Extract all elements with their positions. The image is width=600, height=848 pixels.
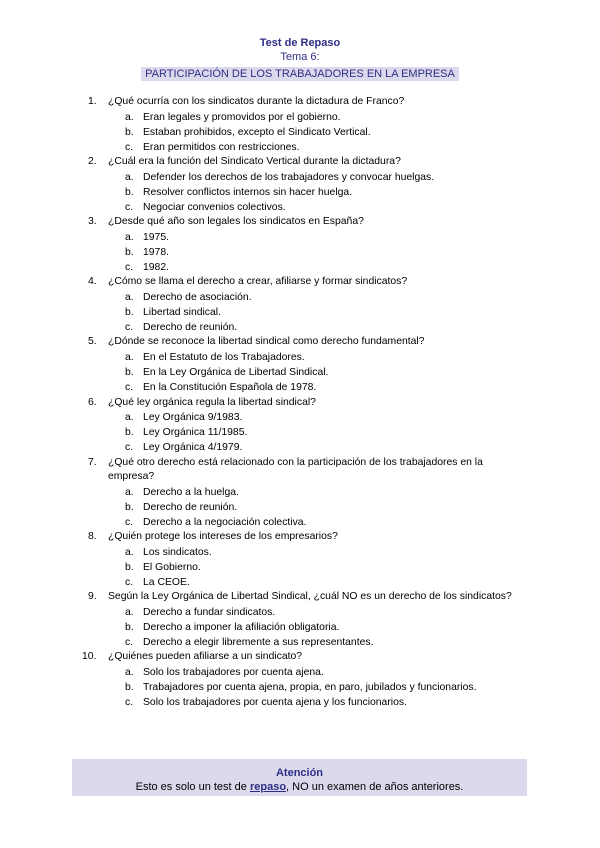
option-text: 1975. [143, 231, 170, 243]
option-letter: a. [125, 606, 134, 618]
attention-text [72, 780, 527, 794]
question-item [88, 456, 528, 531]
question-text: ¿Qué ley orgánica regula la libertad sindical? [108, 396, 316, 408]
option-letter: b. [125, 682, 134, 694]
option-text: Derecho de reunión. [143, 322, 238, 334]
question-item [82, 650, 528, 710]
answer-options [108, 665, 528, 711]
answer-option [108, 410, 528, 425]
answer-option [108, 485, 528, 500]
answer-option [108, 245, 528, 260]
option-letter: c. [125, 141, 134, 153]
answer-options [108, 545, 528, 591]
question-text: ¿Desde qué año son legales los sindicatos en España? [108, 216, 364, 228]
answer-option [108, 290, 528, 305]
option-text: Trabajadores por cuenta ajena, propia, en paro, jubilados y funcionarios. [143, 682, 477, 694]
attention-title: Atención [275, 767, 324, 779]
document-title: Test de Repaso [259, 37, 341, 49]
document-subtitle: Tema 6: [280, 51, 320, 63]
answer-options [108, 605, 528, 651]
answer-option [108, 110, 528, 125]
option-text: Resolver conflictos internos sin hacer huelga. [143, 186, 353, 198]
option-text: Derecho de reunión. [143, 501, 238, 513]
option-letter: b. [125, 126, 134, 138]
option-letter: a. [125, 291, 134, 303]
option-text: Eran legales y promovidos por el gobierno. [143, 111, 341, 123]
option-letter: a. [125, 351, 134, 363]
question-item [88, 530, 528, 590]
option-text: En la Constitución Española de 1978. [143, 382, 317, 394]
option-text: Derecho de asociación. [143, 291, 252, 303]
option-text: Derecho a la negociación colectiva. [143, 517, 307, 529]
option-letter: c. [125, 202, 134, 214]
option-text: Los sindicatos. [143, 546, 212, 558]
answer-option [108, 620, 528, 635]
option-text: Ley Orgánica 9/1983. [143, 412, 243, 424]
answer-option [108, 560, 528, 575]
option-letter: a. [125, 666, 134, 678]
answer-option [108, 635, 528, 650]
question-item [88, 396, 528, 456]
option-letter: c. [125, 517, 134, 529]
answer-option [108, 665, 528, 680]
option-letter: b. [125, 246, 134, 258]
option-letter: b. [125, 622, 134, 634]
question-number: 7. [88, 456, 97, 468]
answer-option [108, 305, 528, 320]
option-letter: a. [125, 486, 134, 498]
answer-option [108, 200, 528, 215]
topic-title: PARTICIPACIÓN DE LOS TRABAJADORES EN LA EMPRESA [141, 67, 459, 81]
answer-option [108, 170, 528, 185]
option-text: Negociar convenios colectivos. [143, 202, 286, 214]
answer-option [108, 140, 528, 155]
question-text: Según la Ley Orgánica de Libertad Sindical, ¿cuál NO es un derecho de los sindicatos? [108, 591, 512, 603]
option-text: Estaban prohibidos, excepto el Sindicato Vertical. [143, 126, 371, 138]
answer-option [108, 575, 528, 590]
option-letter: b. [125, 186, 134, 198]
question-number: 6. [88, 396, 97, 408]
answer-option [108, 680, 528, 695]
option-letter: b. [125, 561, 134, 573]
option-letter: c. [125, 697, 134, 709]
question-list [82, 95, 528, 711]
option-letter: b. [125, 367, 134, 379]
option-letter: a. [125, 412, 134, 424]
answer-option [108, 425, 528, 440]
option-letter: c. [125, 442, 134, 454]
answer-options [108, 170, 528, 216]
answer-option [108, 695, 528, 710]
option-text: 1982. [143, 262, 170, 274]
attention-emphasis: repaso [249, 781, 287, 793]
option-letter: c. [125, 322, 134, 334]
question-number: 8. [88, 531, 97, 543]
option-letter: a. [125, 111, 134, 123]
question-item [88, 215, 528, 275]
option-text: Eran permitidos con restricciones. [143, 141, 300, 153]
answer-option [108, 260, 528, 275]
answer-options [108, 110, 528, 156]
answer-option [108, 500, 528, 515]
question-number: 5. [88, 336, 97, 348]
option-text: Derecho a imponer la afiliación obligatoria. [143, 622, 340, 634]
option-text: Ley Orgánica 4/1979. [143, 442, 243, 454]
answer-options [108, 485, 528, 531]
option-text: Derecho a elegir libremente a sus representantes. [143, 637, 374, 649]
question-text: ¿Qué otro derecho está relacionado con la participación de los trabajadores en la empresa? [108, 456, 483, 483]
attention-text-before: Esto es solo un test de [135, 781, 250, 793]
document-header [0, 36, 600, 82]
answer-option [108, 440, 528, 455]
answer-option [108, 350, 528, 365]
option-text: Defender los derechos de los trabajadores y convocar huelgas. [143, 171, 435, 183]
answer-option [108, 365, 528, 380]
question-item [88, 155, 528, 215]
option-letter: a. [125, 231, 134, 243]
option-text: Derecho a fundar sindicatos. [143, 606, 276, 618]
option-letter: a. [125, 546, 134, 558]
question-number: 10. [82, 651, 97, 663]
option-letter: a. [125, 171, 134, 183]
question-number: 3. [88, 216, 97, 228]
option-text: Ley Orgánica 11/1985. [143, 427, 248, 439]
question-text: ¿Cómo se llama el derecho a crear, afiliarse y formar sindicatos? [108, 276, 408, 288]
option-text: 1978. [143, 246, 170, 258]
option-text: Derecho a la huelga. [143, 486, 239, 498]
option-letter: b. [125, 427, 134, 439]
option-letter: c. [125, 637, 134, 649]
answer-option [108, 545, 528, 560]
option-text: En el Estatuto de los Trabajadores. [143, 351, 305, 363]
answer-options [108, 290, 528, 336]
answer-options [108, 410, 528, 456]
question-number: 9. [88, 591, 97, 603]
question-text: ¿Dónde se reconoce la libertad sindical como derecho fundamental? [108, 336, 425, 348]
option-text: La CEOE. [143, 577, 190, 589]
answer-options [108, 350, 528, 396]
answer-option [108, 380, 528, 395]
question-number: 4. [88, 276, 97, 288]
option-text: Libertad sindical. [143, 307, 221, 319]
question-item [88, 95, 528, 155]
question-number: 2. [88, 156, 97, 168]
question-item [88, 590, 528, 650]
answer-option [108, 125, 528, 140]
attention-text-after: , NO un examen de años anteriores. [286, 781, 464, 793]
answer-option [108, 605, 528, 620]
answer-option [108, 320, 528, 335]
option-text: Solo los trabajadores por cuenta ajena. [143, 666, 324, 678]
answer-options [108, 230, 528, 276]
question-item [88, 275, 528, 335]
answer-option [108, 515, 528, 530]
answer-option [108, 185, 528, 200]
option-letter: c. [125, 382, 134, 394]
answer-option [108, 230, 528, 245]
question-text: ¿Quién protege los intereses de los empresarios? [108, 531, 338, 543]
attention-box [72, 759, 527, 796]
option-letter: b. [125, 307, 134, 319]
question-text: ¿Quiénes pueden afiliarse a un sindicato? [108, 651, 303, 663]
question-number: 1. [88, 96, 97, 107]
question-item [88, 335, 528, 395]
option-letter: b. [125, 501, 134, 513]
option-letter: c. [125, 262, 134, 274]
question-text: ¿Cuál era la función del Sindicato Vertical durante la dictadura? [108, 156, 401, 168]
option-letter: c. [125, 577, 134, 589]
option-text: En la Ley Orgánica de Libertad Sindical. [143, 367, 329, 379]
option-text: El Gobierno. [143, 561, 201, 573]
question-text: ¿Qué ocurría con los sindicatos durante la dictadura de Franco? [108, 96, 405, 107]
option-text: Solo los trabajadores por cuenta ajena y los funcionarios. [143, 697, 407, 709]
